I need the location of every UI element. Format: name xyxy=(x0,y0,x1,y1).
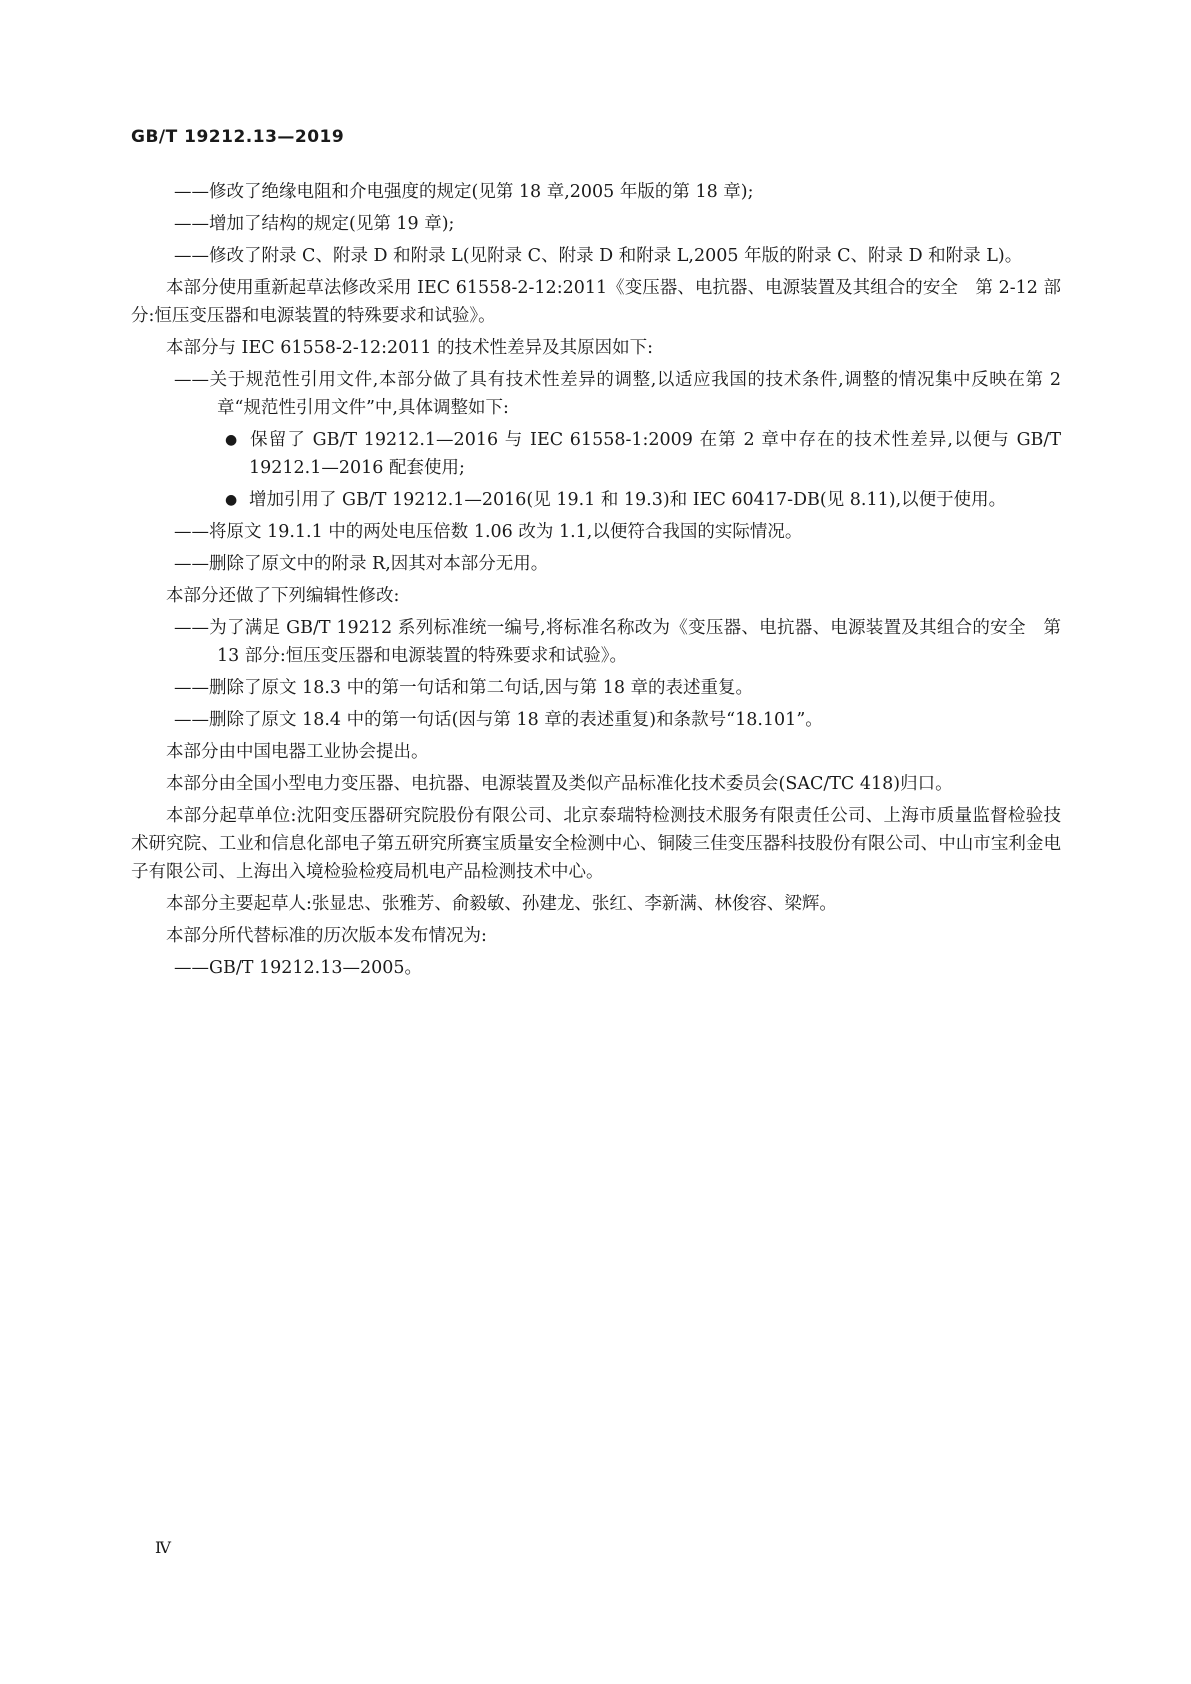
paragraph: 本部分起草单位:沈阳变压器研究院股份有限公司、北京泰瑞特检测技术服务有限责任公司、上海市质量监督检验技术研究院、工业和信息化部电子第五研究所赛宝质量安全检测中心、铜陵三佳变压器科技股份有限公司、中山市宝利金电子有限公司、上海出入境检验检疫局机电产品检测技术中心。 xyxy=(131,806,1061,882)
bullet-item xyxy=(131,426,1061,482)
document-code: GB/T 19212.13—2019 xyxy=(131,127,345,147)
bullet-icon: ● xyxy=(225,492,238,508)
list-item: ——修改了绝缘电阻和介电强度的规定(见第 18 章,2005 年版的第 18 章); xyxy=(174,182,754,202)
paragraph: 本部分所代替标准的历次版本发布情况为: xyxy=(166,926,487,946)
list-item: ——关于规范性引用文件,本部分做了具有技术性差异的调整,以适应我国的技术条件,调整的情况集中反映在第 2 章“规范性引用文件”中,具体调整如下: xyxy=(174,370,1061,418)
bullet-text: 保留了 GB/T 19212.1—2016 与 IEC 61558-1:2009 在第 2 章中存在的技术性差异,以便与 GB/T 19212.1—2016 配套使用; xyxy=(249,430,1061,478)
paragraph: 本部分与 IEC 61558-2-12:2011 的技术性差异及其原因如下: xyxy=(166,338,653,358)
paragraph: 本部分由中国电器工业协会提出。 xyxy=(166,742,429,762)
paragraph: 本部分还做了下列编辑性修改: xyxy=(166,586,400,606)
list-item: ——删除了原文 18.3 中的第一句话和第二句话,因与第 18 章的表述重复。 xyxy=(174,678,754,698)
document-body xyxy=(131,178,1061,986)
paragraph: 本部分主要起草人:张显忠、张雅芳、俞毅敏、孙建龙、张红、李新满、林俊容、梁辉。 xyxy=(166,894,837,914)
list-item: ——为了满足 GB/T 19212 系列标准统一编号,将标准名称改为《变压器、电抗器、电源装置及其组合的安全 第 13 部分:恒压变压器和电源装置的特殊要求和试验》。 xyxy=(174,618,1061,666)
bullet-icon: ● xyxy=(225,432,238,448)
list-item: ——将原文 19.1.1 中的两处电压倍数 1.06 改为 1.1,以便符合我国的实际情况。 xyxy=(174,522,803,542)
list-item: ——删除了原文中的附录 R,因其对本部分无用。 xyxy=(174,554,549,574)
list-item: ——增加了结构的规定(见第 19 章); xyxy=(174,214,455,234)
paragraph: 本部分使用重新起草法修改采用 IEC 61558-2-12:2011《变压器、电抗器、电源装置及其组合的安全 第 2-12 部分:恒压变压器和电源装置的特殊要求和试验》。 xyxy=(131,278,1061,326)
list-item: ——删除了原文 18.4 中的第一句话(因与第 18 章的表述重复)和条款号“18.101”。 xyxy=(174,710,823,730)
bullet-text: 增加引用了 GB/T 19212.1—2016(见 19.1 和 19.3)和 IEC 60417-DB(见 8.11),以便于使用。 xyxy=(249,490,1007,510)
bullet-item xyxy=(131,486,1061,514)
paragraph: 本部分由全国小型电力变压器、电抗器、电源装置及类似产品标准化技术委员会(SAC/TC 418)归口。 xyxy=(166,774,953,794)
list-item: ——修改了附录 C、附录 D 和附录 L(见附录 C、附录 D 和附录 L,2005 年版的附录 C、附录 D 和附录 L)。 xyxy=(174,246,1023,266)
list-item: ——GB/T 19212.13—2005。 xyxy=(174,958,423,978)
page-number: Ⅳ xyxy=(155,1538,171,1557)
